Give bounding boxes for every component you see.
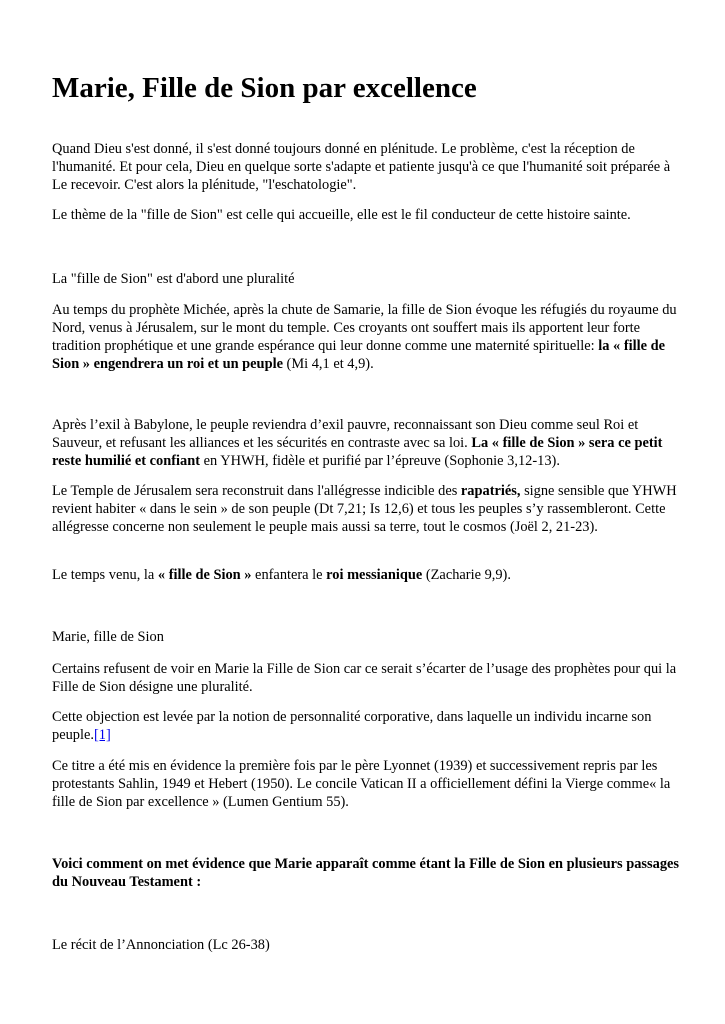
paragraph-titre-lyonnet: Ce titre a été mis en évidence la première fois par le père Lyonnet (1939) et successivement repris par les protestants Sahlin, 1949 et Hebert (1950). Le concile Vatican II a officiellement défini la Vierge comme« la fille de Sion par excellence » (Lumen Gentium 55). — [52, 758, 671, 810]
bold-segment: roi messianique — [326, 567, 423, 583]
footnote-link[interactable]: [1] — [93, 727, 111, 743]
bold-segment: La « fille de Sion » sera ce petit reste humilié et confiant — [52, 435, 663, 469]
text-segment: (Mi 4,1 et 4,9). — [282, 356, 374, 372]
text-segment: Le Temple de Jérusalem sera reconstruit dans l'allégresse indicible des — [52, 483, 461, 499]
intro-paragraph-1: Quand Dieu s'est donné, il s'est donné toujours donné en plénitude. Le problème, c'est la réception de l'humanité. Et pour cela, Dieu en quelque sorte s'adapte et patiente jusqu'à ce que l'humanité soit préparée à Le recevoir. C'est alors la plénitude, "l'eschatologie". — [52, 141, 671, 193]
section-heading-plurality: La "fille de Sion" est d'abord une pluralité — [52, 271, 295, 287]
section-heading-annonciation: Le récit de l’Annonciation (Lc 26-38) — [52, 937, 270, 953]
text-segment: (Zacharie 9,9). — [422, 567, 511, 583]
section-heading-marie: Marie, fille de Sion — [52, 629, 164, 645]
text-segment: Cette objection est levée par la notion de personnalité corporative, dans laquelle un individu incarne son peuple. — [52, 709, 652, 743]
bold-segment: « fille de Sion » — [157, 567, 252, 583]
bold-intro-heading — [52, 855, 680, 891]
bold-segment: Voici comment on met évidence que Marie apparaît comme étant la Fille de Sion en plusieurs passages du Nouveau Testament : — [52, 856, 680, 890]
text-segment: en YHWH, fidèle et purifié par l’épreuve (Sophonie 3,12-13). — [200, 453, 560, 469]
page-title: Marie, Fille de Sion par excellence — [52, 72, 477, 104]
paragraph-temple — [52, 482, 680, 536]
text-segment: Au temps du prophète Michée, après la chute de Samarie, la fille de Sion évoque les réfugiés du royaume du Nord, venus à Jérusalem, sur le mont du temple. Ces croyants ont souffert mais ils apportent leur forte tradition prophétique et une grande espérance qui leur donne comme une maternité spirituelle: — [52, 302, 677, 354]
paragraph-temps-venu — [52, 566, 680, 584]
paragraph-personnalite-corporative — [52, 708, 680, 744]
bold-segment: rapatriés, — [460, 483, 521, 499]
text-segment: Le temps venu, la — [52, 567, 158, 583]
text-segment: Après l’exil à Babylone, le peuple reviendra d’exil pauvre, reconnaissant son Dieu comme seul Roi et Sauveur, et refusant les alliances et les sécurités en contraste avec sa loi. — [52, 417, 639, 451]
paragraph-michee — [52, 301, 680, 373]
intro-paragraph-2: Le thème de la "fille de Sion" est celle qui accueille, elle est le fil conducteur de cette histoire sainte. — [52, 207, 631, 223]
paragraph-exil — [52, 416, 680, 470]
text-segment: signe sensible que YHWH revient habiter « dans le sein » de son peuple (Dt 7,21; Is 12,6) et tous les peuples s’y rassembleront. Cette allégresse concerne non seulement le peuple mais aussi sa terre, tout le cosmos (Joël 2, 21-23). — [52, 483, 677, 535]
paragraph-objection: Certains refusent de voir en Marie la Fille de Sion car ce serait s’écarter de l’usage des prophètes pour qui la Fille de Sion désigne une pluralité. — [52, 661, 677, 695]
text-segment: enfantera le — [251, 567, 327, 583]
bold-segment: la « fille de Sion » engendrera un roi et un peuple — [52, 338, 665, 372]
